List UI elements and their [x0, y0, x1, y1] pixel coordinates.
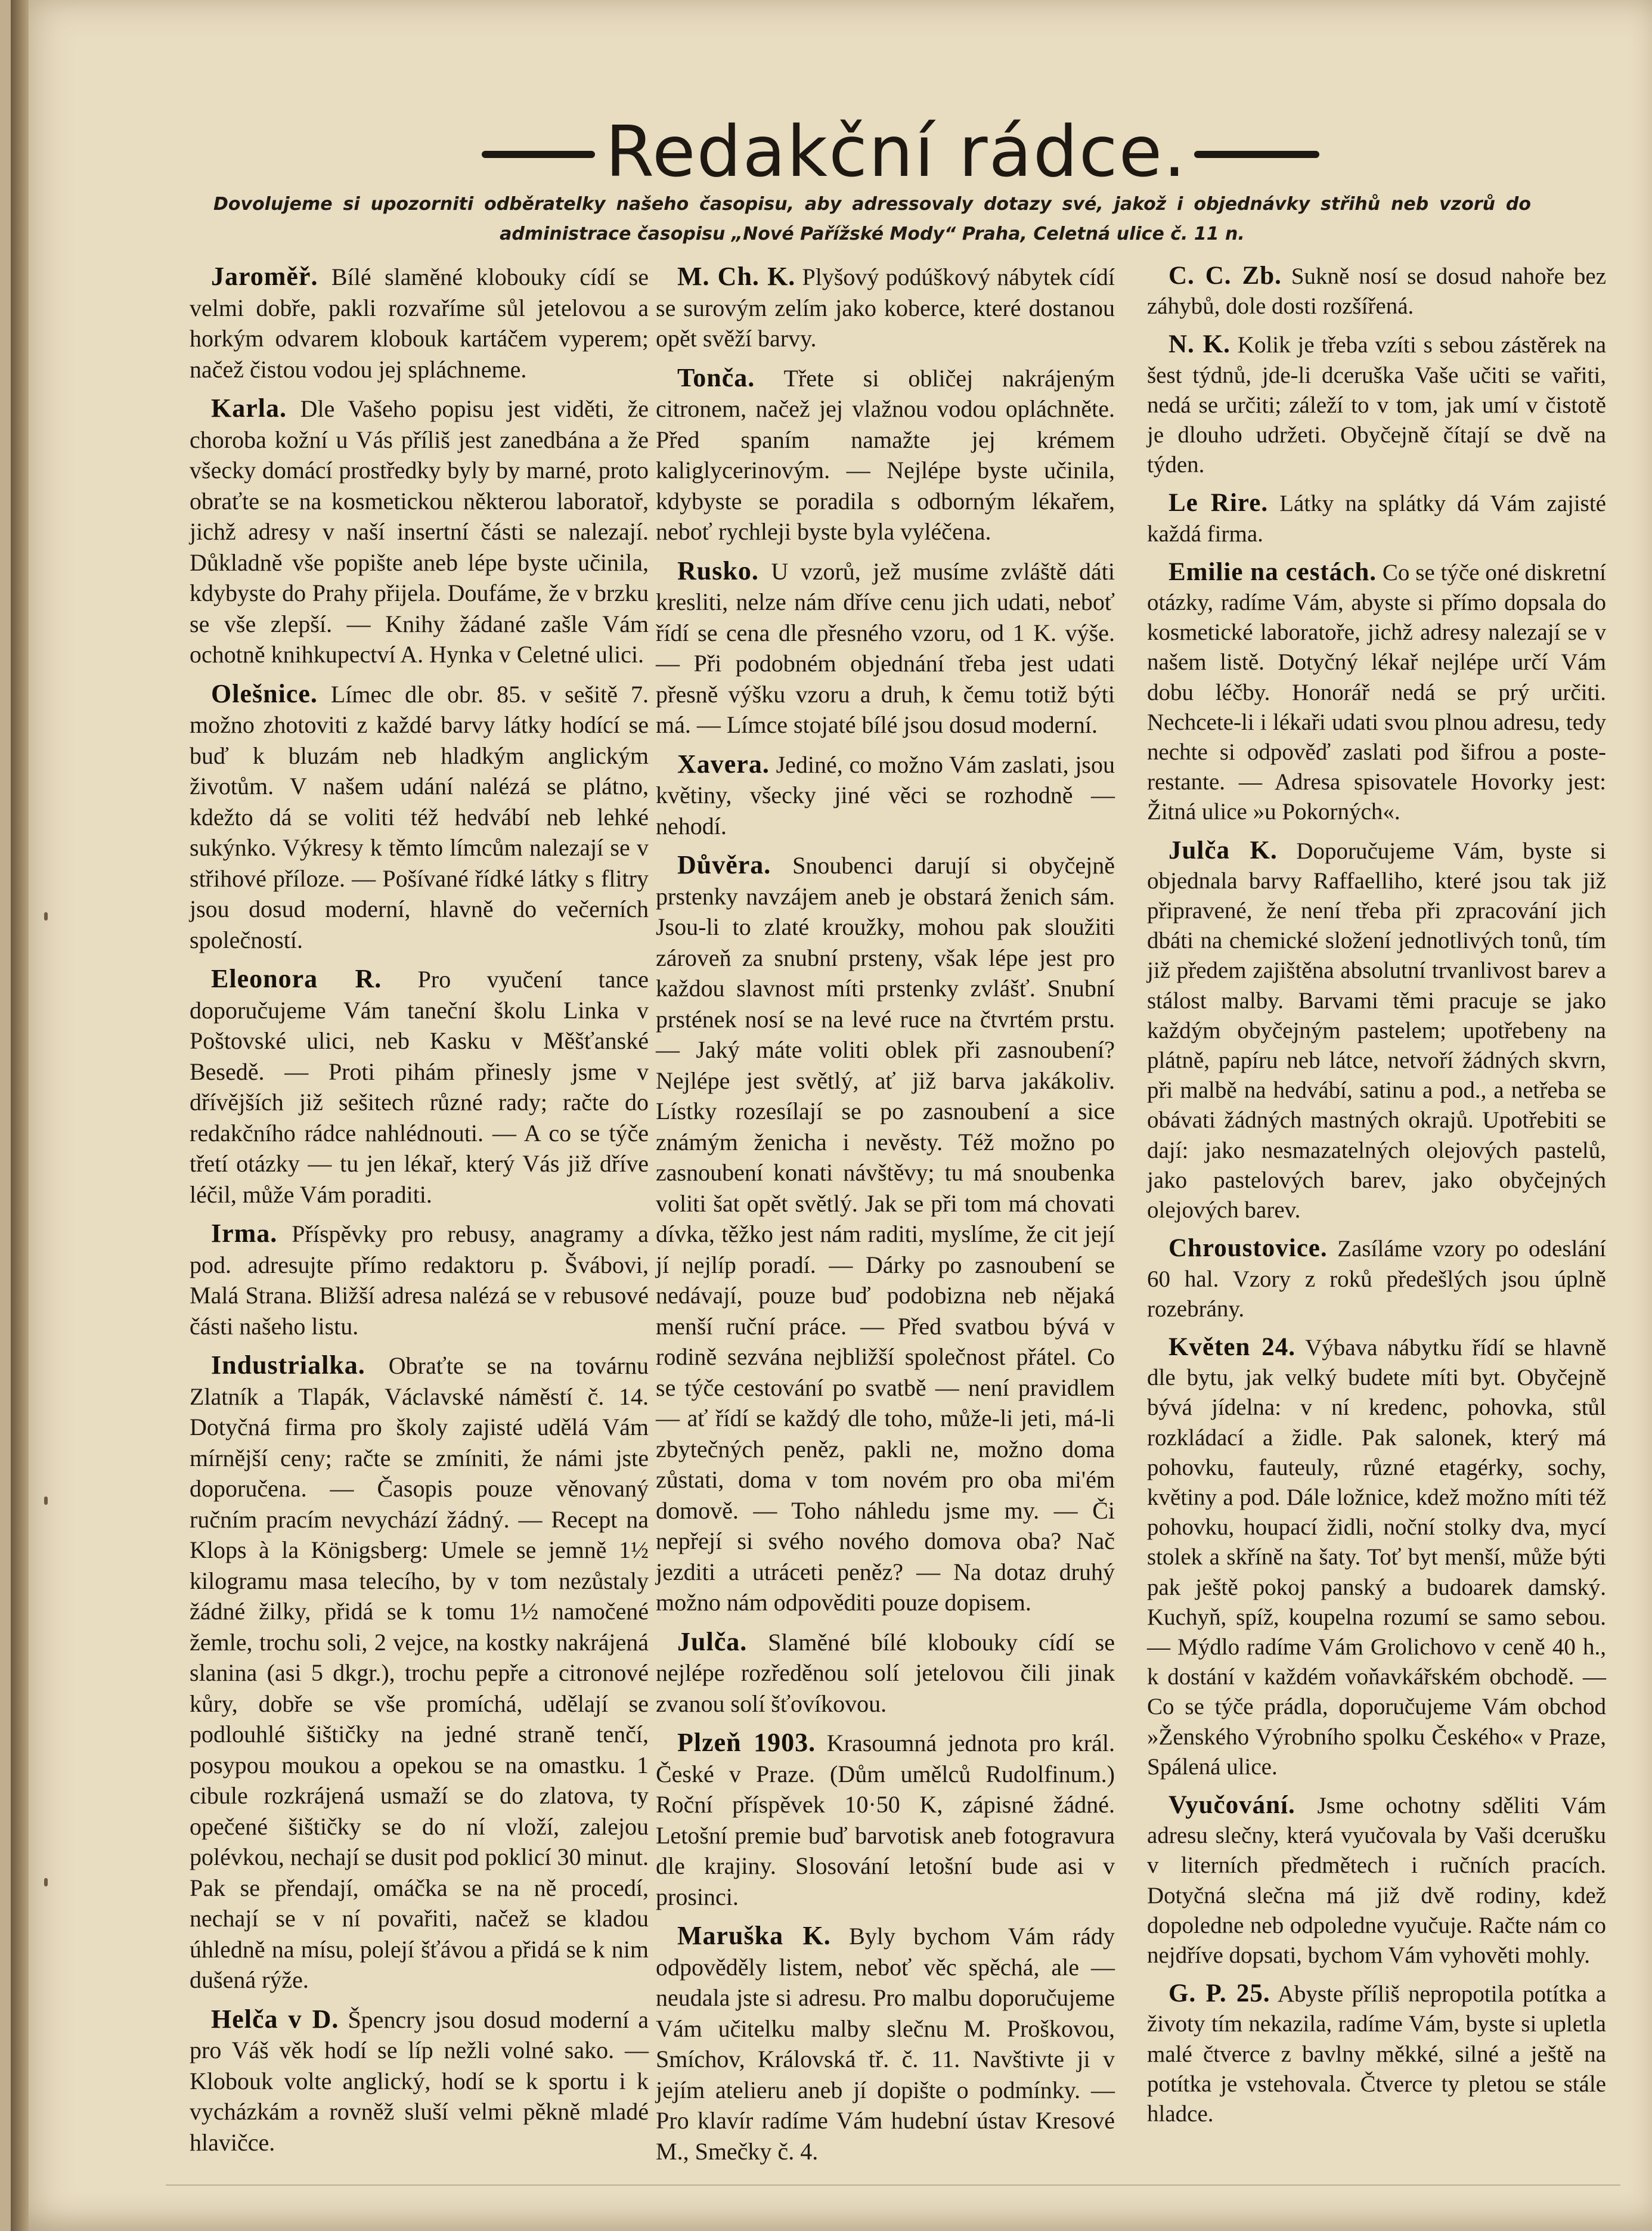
entry-text: Obraťte se na továrnu Zlatník a Tlapák, Václavské náměstí č. 14. Dotyčná firma pro školy zajisté udělá Vám mírnější ceny; račte se zmíniti, že námi jste doporučena. — Časopis pouze věnovaný ručním pracím nevychází žádný. — Recept na Klops à la Königsberg: Umele se jemně 1½ kilogramu masa telecího, by v tom nezůstaly žádné žilky, přidá se k tomu 1½ namočené žemle, trochu soli, 2 vejce, na kostky nakrájená slanina (asi 5 dkgr.), trochu pepře a citronové kůry, dobře se vše promíchá, udělají se podlouhlé šištičky na jedné straně tenčí, posypou moukou a opekou se na omastku. 1 cibule rozkrájená usmaží se do zlatova, ty opečené šištičky se do ní vloží, zalejou polévkou, nechají se dusit pod poklicí 30 minut. Pak se přendají, omáčka se na ně procedí, nechají se v ní povařiti, načež se kladou úhledně na mísu, polejí šťávou a přidá se k nim dušená rýže.: [190, 1352, 649, 1993]
entry: [1147, 330, 1606, 480]
entry: [1147, 488, 1606, 549]
entry-heading: Důvěra.: [677, 850, 771, 879]
entry-heading: Plzeň 1903.: [677, 1728, 816, 1757]
page-binding-edge: [11, 0, 29, 2231]
entry: [190, 1218, 649, 1341]
entry-heading: Rusko.: [677, 556, 759, 585]
margin-speck: [44, 1878, 48, 1886]
entry-text: Jsme ochotny sděliti Vám adresu slečny, která vyučovala by Vaši dcerušku v literních předmětech i ručních pracích. Dotyčná slečna má již dvě rodiny, kdež dopoledne neb odpoledne vyučuje. Račte nám co nejdříve dopsati, bychom Vám vyhověti mohly.: [1147, 1792, 1606, 1968]
entry: [190, 963, 649, 1210]
entry-text: Sukně nosí se dosud nahoře bez záhybů, dole dosti rozšířená.: [1147, 264, 1607, 320]
entry-heading: Vyučování.: [1169, 1790, 1295, 1819]
entry-heading: Květen 24.: [1169, 1333, 1295, 1361]
entry-text: Bílé slaměné klobouky cídí se velmi dobře, pakli rozvaříme sůl jetelovou a horkým odvarem klobouk kartáčem vyperem; načež čistou vodou jej spláchneme.: [190, 264, 649, 383]
entry: [1147, 1333, 1606, 1782]
entry-heading: G. P. 25.: [1169, 1979, 1270, 2008]
entry: [1147, 557, 1606, 828]
title-row: [11, 104, 1652, 194]
entry-heading: Industrialka.: [211, 1350, 365, 1380]
entry: [190, 393, 649, 670]
entry-text: Co se týče oné diskretní otázky, radíme Vám, abyste si přímo dopsala do kosmetické laboratoře, jichž adresy nalezají se v našem listě. Dotyčný lékař nejlépe určí Vám dobu léčby. Honorář nedá se prý určiti. Nechcete-li i lékaři udati svou plnou adresu, tedy nechte si odpověď zaslati pod šifrou a poste-restante. — Adresa spisovatele Hovorky jest: Žitná ulice »u Pokorných«.: [1147, 559, 1606, 825]
entry: [656, 1626, 1115, 1719]
entry-text: Abyste příliš nepropotila potítka a životy tím nekazila, radíme Vám, byste si upletla malé čtverce z bavlny měkké, silné a ještě na potítka je vstehovala. Čtverce ty pletou se stále hladce.: [1147, 1981, 1606, 2127]
entry-heading: Karla.: [211, 393, 287, 423]
entry: [656, 261, 1115, 354]
entry-heading: Chroustovice.: [1169, 1234, 1328, 1263]
entry-heading: Julča K.: [1169, 836, 1278, 864]
entry-text: Třete si obličej nakrájeným citronem, načež jej vlažnou vodou opláchněte. Před spaním namažte jej krémem kaliglycerinovým. — Nejlépe byste učinila, kdybyste se poradila s odborným lékařem, neboť rychleji byste byla vyléčena.: [656, 364, 1115, 545]
entry-heading: Le Rire.: [1169, 489, 1269, 518]
entry: [656, 556, 1115, 740]
entry: [656, 850, 1115, 1618]
entry-text: Slaměné bílé klobouky cídí se nejlépe rozředěnou solí jetelovou čili jinak zvanou solí šťovíkovou.: [656, 1628, 1115, 1717]
entry: [1147, 1979, 1606, 2129]
entry-text: Snoubenci darují si obyčejně prstenky navzájem aneb je obstará ženich sám. Jsou-li to zlaté kroužky, mohou pak sloužiti zároveň za snubní prsteny, však lépe jest pro každou slavnost míti prstenky zvlášť. Snubní prstének nosí se na levé ruce na čtvrtém prstu. — Jaký máte voliti oblek při zasnoubení? Nejlépe jest světlý, ať již barva jakákoliv. Lístky rozesílají se po zasnoubení a sice známým ženicha i nevěsty. Též možno po zasnoubení konati návštěvy; tu má snoubenka voliti šat opět světlý. Jak se při tom má chovati dívka, těžko jest nám raditi, myslíme, že cit její jí nejlíp poradí. — Dárky po zasnoubení se nedávají, pouze buď podobizna neb nějaká menší ruční práce. — Před svatbou bývá v rodině sezvána nejbližší společnost přátel. Co se týče cestování po svatbě — není pravidlem — ať řídí se každý dle toho, může-li jeti, má-li zbytečných peněz, pakli ne, možno doma zůstati, doma v tom novém pro oba mi'ém domově. — Toho náhledu jsme my. — Či nepřejí si svého nového domova oba? Nač jezditi a utráceti peněz? — Na dotaz druhý možno nám odpověditi pouze dopisem.: [656, 852, 1115, 1616]
entry: [1147, 836, 1606, 1226]
entry: [1147, 1234, 1606, 1324]
entry-text: Příspěvky pro rebusy, anagramy a pod. adresujte přímo redaktoru p. Švábovi, Malá Strana. Bližší adresa nalézá se v rebusové části našeho listu.: [190, 1220, 649, 1340]
entry-text: Dle Vašeho popisu jest viděti, že choroba kožní u Vás příliš jest zanedbána a že všecky domácí prostředky byly by marné, proto obraťte se na kosmetickou některou laboratoř, jichž adresy v naší insertní části se nalezají. Důkladně vše popište aneb lépe byste učinila, kdybyste do Prahy přijela. Doufáme, že v brzku se vše zlepší. — Knihy žádané zašle Vám ochotně knihkupectví A. Hynka v Celetné ulici.: [190, 395, 649, 668]
intro-notice: Dovolujeme si upozorniti odběratelky našeho časopisu, aby adressovaly dotazy své, jakož i objednávky střihů neb vzorů do administrace časopisu „Nové Pařížské Mody“ Praha, Celetná ulice č. 11 n.: [213, 194, 1531, 244]
entry: [656, 749, 1115, 842]
entry-heading: Eleonora R.: [211, 964, 382, 993]
column-2: [656, 261, 1115, 2175]
entry-heading: C. C. Zb.: [1169, 262, 1282, 290]
entry-text: Špencry jsou dosud moderní a pro Váš věk hodí se líp nežli volné sako. — Klobouk volte anglický, hodí se k sportu i k vycházkám a rovněž sluší velmi pěkně mladé hlavičce.: [190, 2006, 649, 2156]
entry-heading: N. K.: [1169, 330, 1231, 359]
entry-heading: M. Ch. K.: [677, 262, 796, 291]
entry: [1147, 1790, 1606, 1970]
entry: [190, 261, 649, 385]
entry: [656, 1727, 1115, 1912]
entry-text: Jediné, co možno Vám zaslati, jsou květiny, všecky jiné věci se rozhodně — nehodí.: [656, 751, 1115, 839]
entry-heading: Jaroměř.: [211, 262, 318, 291]
page-title: Redakční rádce.: [605, 110, 1187, 193]
entry-text: Krasoumná jednota pro král. České v Praze. (Dům umělců Rudolfinum.) Roční příspěvek 10·50 K, zápisné žádné. Letošní premie buď barvotisk aneb fotogravura dle krajiny. Slosování letošní bude asi v prosinci.: [656, 1730, 1115, 1910]
entry-text: Doporučujeme Vám, byste si objednala barvy Raffaelliho, které jsou tak již připravené, že není třeba při zpracování jich dbáti na chemické složení jednotlivých tonů, tím již předem zajištěna absolutní trvanlivost barev a stálost malby. Barvami těmi pracuje se jako každým obyčejným pastelem; upotřebeny na plátně, papíru neb látce, netvoří žádných skvrn, při malbě na hedvábí, satinu a pod., a netřeba se obávati žádných mastných okrajů. Upotřebiti se dají: jako nesmazatelných olejových pastelů, jako pastelových barev, jako obyčejných olejových barev.: [1147, 838, 1606, 1223]
column-3: [1147, 261, 1606, 2137]
entry-heading: Maruška K.: [677, 1921, 831, 1950]
entry-heading: Julča.: [677, 1626, 748, 1656]
entry: [656, 1920, 1115, 2167]
entry-text: Výbava nábytku řídí se hlavně dle bytu, jak velký budete míti byt. Obyčejně bývá jídelna: v ní kredenc, pohovka, stůl rozkládací a židle. Pak salonek, který má pohovku, fauteuly, různé etagérky, sochy, květiny a pod. Dále ložnice, kdež možno míti též pohovku, houpací židli, noční stolky dva, mycí stolek a skříně na šaty. Toť byt menší, může býti pak ještě pokoj panský a budoarek damský. Kuchyň, spíž, koupelna rozumí se samo sebou. — Mýdlo radíme Vám Grolichovo v ceně 40 h., k dostání v každém voňavkářském obchodě. — Co se týče prádla, doporučujeme Vám obchod »Ženského Výrobního spolku Českého« v Praze, Spálená ulice.: [1147, 1334, 1606, 1780]
entry-heading: Tonča.: [677, 362, 755, 392]
entry-text: Látky na splátky dá Vám zajisté každá firma.: [1147, 491, 1606, 547]
entry-heading: Helča v D.: [211, 2004, 339, 2034]
entry-heading: Olešnice.: [211, 678, 318, 708]
title-rule-left: [482, 151, 595, 158]
entry-heading: Irma.: [211, 1219, 278, 1248]
entry-text: Zasíláme vzory po odeslání 60 hal. Vzory z roků předešlých jsou úplně rozebrány.: [1147, 1236, 1606, 1322]
entry: [656, 362, 1115, 547]
column-1: [190, 261, 649, 2166]
entry-text: Plyšový podúškový nábytek cídí se surovým zelím jako koberce, které dostanou opět svěží barvy.: [656, 264, 1115, 352]
entry-heading: Emilie na cestách.: [1169, 557, 1377, 586]
entry: [1147, 261, 1606, 321]
entry-heading: Xavera.: [677, 749, 770, 779]
entry-text: Byly bychom Vám rády odpověděly listem, neboť věc spěchá, ale — neudala jste si adresu. Pro malbu doporučujeme Vám učitelku malby slečnu M. Proškovou, Smíchov, Královská tř. č. 11. Navštivte ji v jejím atelieru aneb jí dopište o podmínky. — Pro klavír radíme Vám hudební ústav Kresové M., Smečky č. 4.: [656, 1923, 1115, 2165]
entry: [190, 678, 649, 956]
margin-speck: [44, 912, 48, 921]
entry-text: Pro vyučení tance doporučujeme Vám taneční školu Linka v Poštovské ulici, neb Kasku v Měšťanské Besedě. — Proti pihám přinesly jsme v dřívějších již sešitech různé rady; račte do redakčního rádce nahlédnouti. — A co se týče třetí otázky — tu jen lékař, který Vás již dříve léčil, může Vám poraditi.: [190, 966, 649, 1208]
entry-text: U vzorů, jež musíme zvláště dáti kresliti, nelze nám dříve cenu jich udati, neboť řídí se cena dle přesného vzoru, od 1 K. výše. — Při podobném objednání třeba jest udati přesně výšku vzoru a druh, k čemu totiž býti má. — Límce stojaté bílé jsou dosud moderní.: [656, 557, 1115, 738]
entry: [190, 1350, 649, 1995]
entry-text: Límec dle obr. 85. v sešitě 7. možno zhotoviti z každé barvy látky hodící se buď k bluzám neb hladkým anglickým životům. V našem udání nalézá se plátno, kdežto dá se voliti též hedvábí neb lehké sukýnko. Výkresy k těmto límcům nalezají se v střihové příloze. — Pošívané řídké látky s flitry jsou dosud moderní, hlavně do večerních společností.: [190, 680, 649, 953]
entry-text: Kolik je třeba vzíti s sebou zástěrek na šest týdnů, jde-li dceruška Vaše učiti se vařiti, nedá se určiti; záleží to v tom, jak umí v čistotě je dlouho udržeti. Obyčejně čítají se dvě na týden.: [1147, 332, 1607, 478]
title-rule-right: [1194, 151, 1319, 158]
page-bottom-rule: [166, 2184, 1620, 2186]
magazine-page: [11, 0, 1652, 2231]
entry: [190, 2004, 649, 2158]
margin-speck: [44, 1496, 48, 1505]
